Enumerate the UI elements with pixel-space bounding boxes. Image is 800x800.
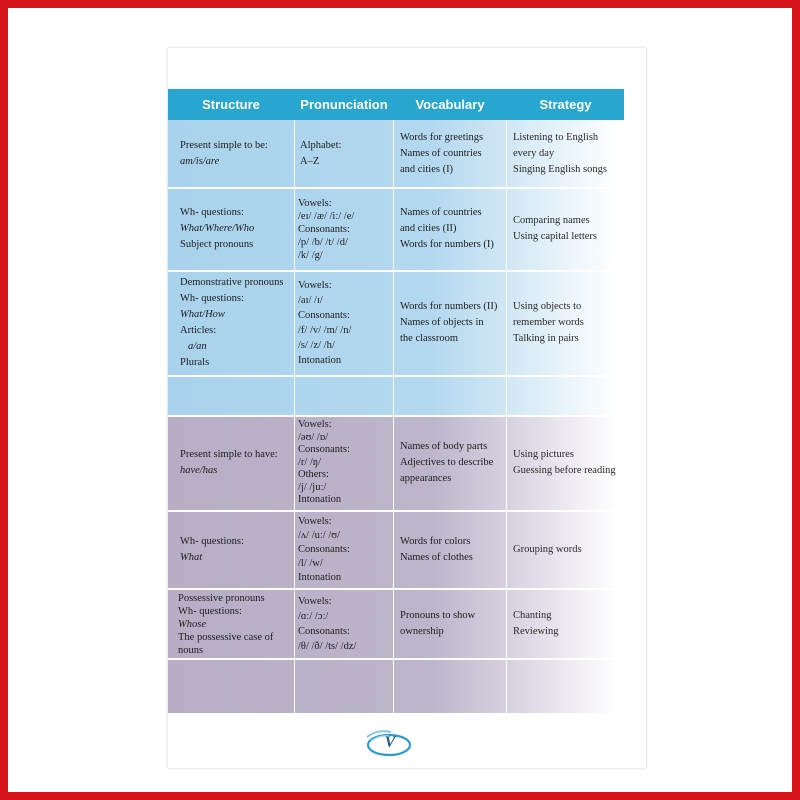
vocabulary-line: Words for numbers (I) [400, 239, 494, 250]
header-vocabulary: Vocabulary [415, 97, 485, 112]
vocabulary-line: ownership [400, 626, 444, 637]
pronunciation-line: /p/ /b/ /t/ /d/ [298, 236, 348, 248]
pronunciation-line: /f/ /v/ /m/ /n/ [298, 325, 352, 336]
structure-line: Present simple to have: [180, 449, 278, 460]
structure-line: Plurals [180, 357, 210, 368]
row5-strategy [513, 512, 643, 587]
vocabulary-line: and cities (II) [400, 223, 457, 234]
vocabulary-line: Names of countries [400, 207, 482, 218]
strategy-line: remember words [513, 317, 584, 328]
structure-line: Wh- questions: [178, 605, 242, 617]
pronunciation-line: /ɑː/ /ɔː/ [298, 611, 329, 622]
structure-line: Possessive pronouns [178, 592, 265, 604]
structure-line: Articles: [180, 325, 217, 336]
structure-line: am/is/are [180, 156, 220, 167]
pronunciation-line: /s/ /z/ /h/ [298, 340, 335, 351]
pronunciation-line: /θ/ /ð/ /ts/ /dz/ [298, 641, 357, 652]
strategy-line: every day [513, 148, 555, 159]
structure-line: Wh- questions: [180, 535, 244, 547]
strategy-line: Grouping words [513, 543, 582, 555]
vocabulary-line: Words for numbers (II) [400, 301, 498, 312]
vocabulary-line: Names of body parts [400, 441, 488, 452]
row2-vocabulary [400, 189, 504, 269]
row1-pronunciation [300, 122, 392, 186]
structure-line: Demonstrative pronouns [180, 277, 284, 288]
structure-line: What/How [180, 309, 225, 320]
header-strategy: Strategy [539, 97, 592, 112]
row-divider [168, 375, 624, 377]
pronunciation-line: Vowels: [298, 197, 332, 209]
header-pronunciation: Pronunciation [300, 97, 388, 112]
page-number-emblem [363, 728, 413, 758]
row4-structure [180, 417, 292, 509]
vocabulary-line: Words for colors [400, 535, 471, 547]
strategy-line: Using pictures [513, 449, 574, 460]
structure-line: nouns [178, 644, 204, 656]
vocabulary-line: Names of clothes [400, 551, 473, 563]
book-page [168, 48, 646, 768]
strategy-line: Using capital letters [513, 231, 597, 242]
row1-strategy [513, 122, 643, 186]
row6-strategy [513, 590, 643, 658]
row4-vocabulary [400, 417, 504, 509]
row2-pronunciation [298, 189, 392, 269]
pronunciation-line: Vowels: [298, 280, 332, 291]
vocabulary-line: appearances [400, 473, 452, 484]
row-divider [168, 658, 624, 660]
table-header [168, 89, 624, 120]
structure-line: What/Where/Who [180, 223, 255, 234]
row1-vocabulary [400, 122, 504, 186]
structure-line: Wh- questions: [180, 293, 244, 304]
strategy-line: Guessing before reading [513, 465, 616, 476]
vocabulary-line: the classroom [400, 333, 459, 344]
row6-pronunciation [298, 590, 392, 658]
strategy-line: Comparing names [513, 215, 590, 226]
pronunciation-line: /aɪ/ /ɪ/ [298, 295, 323, 306]
row6-structure [178, 590, 294, 658]
row6-vocabulary [400, 590, 504, 658]
row1-structure [180, 122, 292, 186]
pronunciation-line: /r/ /ŋ/ [298, 456, 321, 468]
row5-structure [180, 512, 292, 587]
structure-line: Present simple to be: [180, 140, 268, 151]
pronunciation-line: /j/ /juː/ [298, 481, 327, 493]
pronunciation-line: /ʌ/ /uː/ /ʊ/ [298, 529, 340, 541]
pronunciation-line: Intonation [298, 494, 342, 506]
structure-line: a/an [188, 341, 207, 352]
pronunciation-line: Others: [298, 469, 329, 481]
pronunciation-line: Consonants: [298, 223, 350, 235]
pronunciation-line: Consonants: [298, 543, 350, 555]
vocabulary-line: and cities (I) [400, 164, 454, 175]
pronunciation-line: /l/ /w/ [298, 557, 323, 569]
pronunciation-line: Consonants: [298, 310, 350, 321]
pronunciation-line: /əʊ/ /ɒ/ [298, 431, 329, 443]
structure-line: Whose [178, 618, 206, 630]
strategy-line: Reviewing [513, 626, 559, 637]
vocabulary-line: Adjectives to describe [400, 457, 494, 468]
row3-pronunciation [298, 272, 392, 374]
strategy-line: Listening to English [513, 132, 599, 143]
strategy-line: Chanting [513, 610, 552, 621]
vocabulary-line: Pronouns to show [400, 610, 476, 621]
pronunciation-line: /eɪ/ /æ/ /iː/ /e/ [298, 210, 355, 222]
pronunciation-line: /k/ /g/ [298, 249, 323, 261]
row5-pronunciation [298, 512, 392, 587]
structure-line: The possessive case of [178, 631, 274, 643]
row2-structure [180, 189, 292, 269]
structure-line: have/has [180, 465, 218, 476]
pronunciation-line: Vowels: [298, 596, 332, 607]
pronunciation-line: Intonation [298, 571, 342, 583]
pronunciation-line: Consonants: [298, 626, 350, 637]
row3-structure [180, 272, 294, 374]
row4-strategy [513, 417, 643, 509]
row3-strategy [513, 272, 643, 374]
row4-pronunciation [298, 417, 392, 509]
pronunciation-line: Intonation [298, 355, 342, 366]
strategy-line: Using objects to [513, 301, 582, 312]
strategy-line: Singing English songs [513, 164, 607, 175]
header-structure: Structure [202, 97, 260, 112]
page-number: V [384, 734, 396, 751]
vocabulary-line: Names of countries [400, 148, 482, 159]
vocabulary-line: Names of objects in [400, 317, 484, 328]
row2-strategy [513, 189, 643, 269]
vocabulary-line: Words for greetings [400, 132, 484, 143]
structure-line: What [180, 551, 203, 563]
strategy-line: Talking in pairs [513, 333, 579, 344]
pronunciation-line: Alphabet: [300, 140, 342, 151]
pronunciation-line: Vowels: [298, 419, 332, 431]
row3-vocabulary [400, 272, 504, 374]
structure-line: Wh- questions: [180, 207, 244, 218]
row5-vocabulary [400, 512, 504, 587]
pronunciation-line: Vowels: [298, 515, 332, 527]
structure-line: Subject pronouns [180, 239, 254, 250]
pronunciation-line: A–Z [300, 156, 320, 167]
pronunciation-line: Consonants: [298, 444, 350, 456]
